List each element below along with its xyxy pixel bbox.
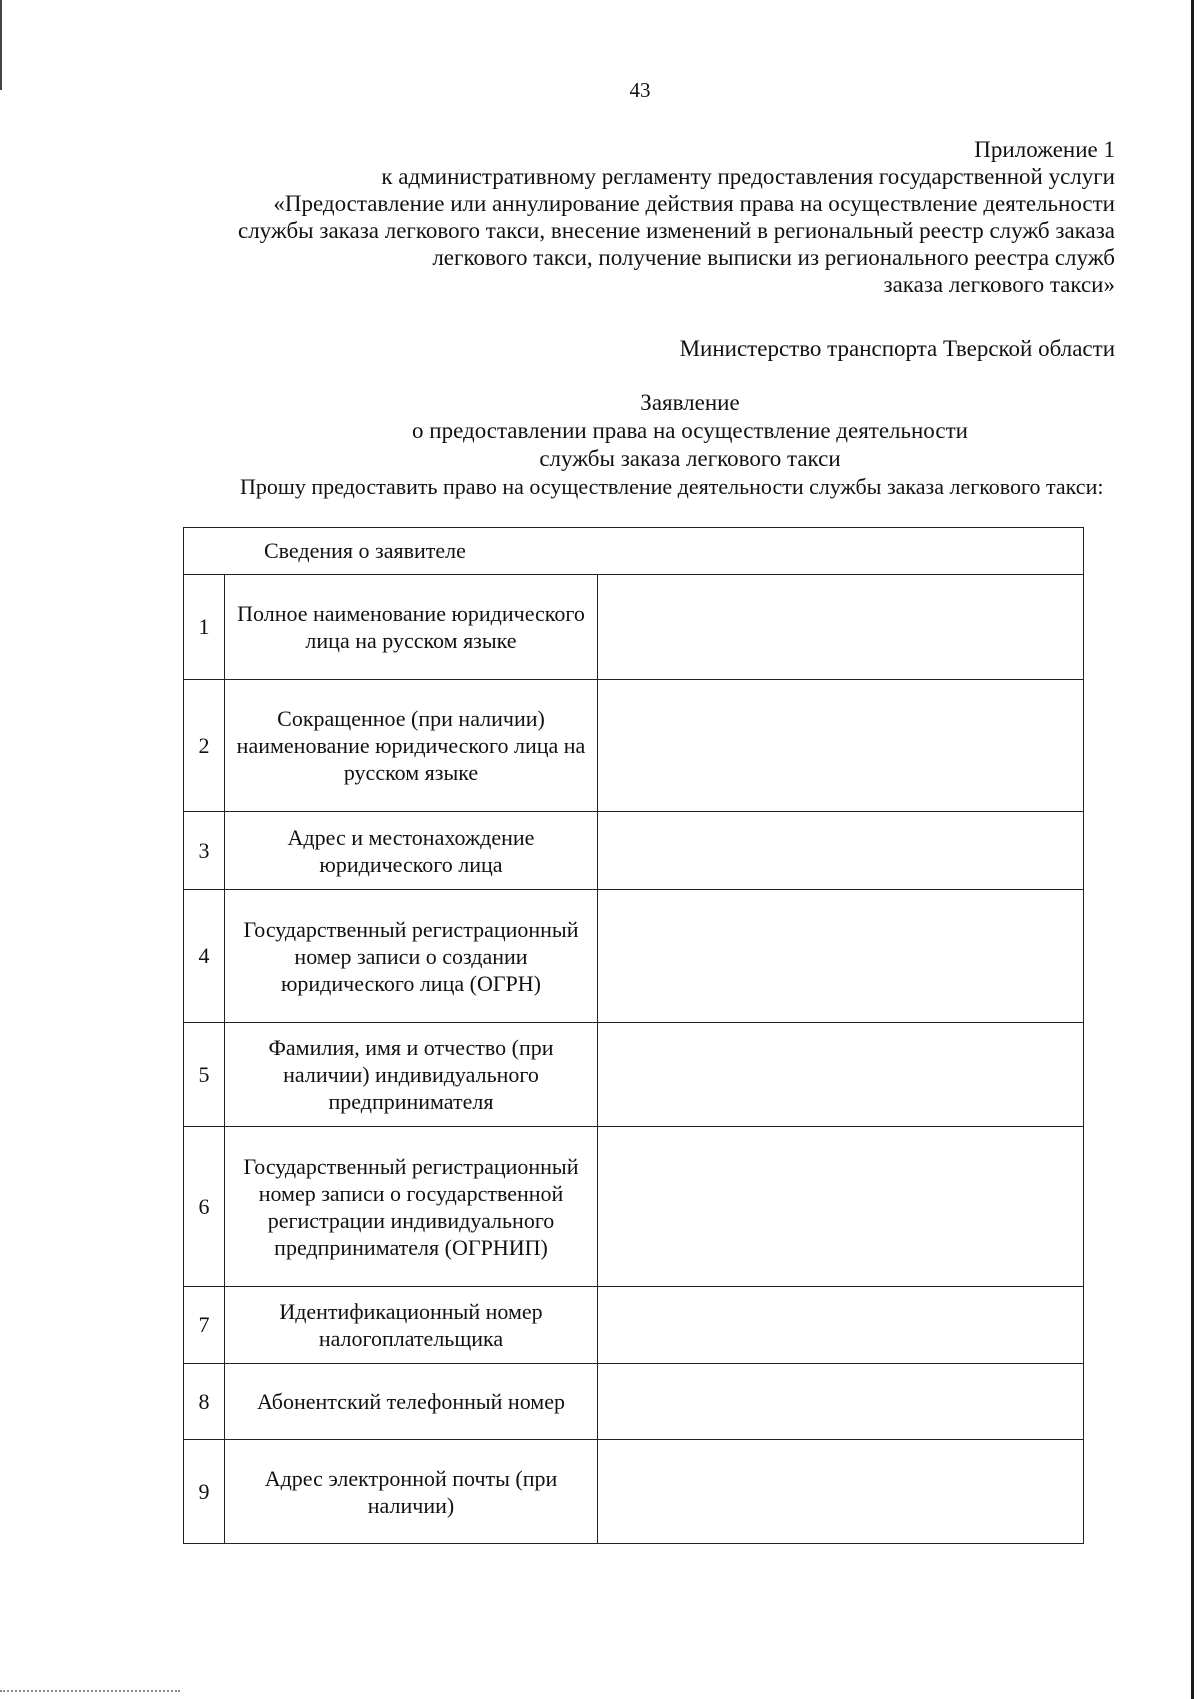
table-header: Сведения о заявителе <box>184 528 1084 575</box>
table-row <box>184 890 1084 1023</box>
row-value-field[interactable] <box>598 890 1084 1023</box>
row-value-field[interactable] <box>598 812 1084 890</box>
row-number: 5 <box>184 1023 225 1127</box>
appendix-line: заказа легкового такси» <box>883 272 1115 297</box>
row-number: 4 <box>184 890 225 1023</box>
table-row <box>184 1364 1084 1440</box>
row-number: 2 <box>184 680 225 812</box>
appendix-note <box>160 136 1115 298</box>
table-row <box>184 680 1084 812</box>
ministry-name: Министерство транспорта Тверской области <box>679 336 1115 361</box>
row-label: Государственный регистрационный номер записи о создании юридического лица (ОГРН) <box>225 890 598 1023</box>
appendix-line: Приложение 1 <box>974 137 1115 162</box>
row-label: Абонентский телефонный номер <box>225 1364 598 1440</box>
title-line: о предоставлении права на осуществление деятельности <box>412 418 968 443</box>
row-label: Адрес и местонахождение юридического лица <box>225 812 598 890</box>
table-row <box>184 1023 1084 1127</box>
table-row <box>184 1287 1084 1364</box>
scan-left-edge <box>0 0 2 90</box>
scan-right-edge <box>1191 0 1194 1699</box>
table-header-row <box>184 528 1084 575</box>
table-row <box>184 575 1084 680</box>
request-text: Прошу предоставить право на осуществление деятельности службы заказа легкового такси: <box>240 474 1104 499</box>
appendix-line: службы заказа легкового такси, внесение изменений в региональный реестр служб заказа <box>238 218 1115 243</box>
table-row <box>184 812 1084 890</box>
row-value-field[interactable] <box>598 1440 1084 1544</box>
row-number: 9 <box>184 1440 225 1544</box>
row-number: 8 <box>184 1364 225 1440</box>
row-number: 1 <box>184 575 225 680</box>
table-row <box>184 1440 1084 1544</box>
document-title <box>300 389 1080 473</box>
row-number: 3 <box>184 812 225 890</box>
row-value-field[interactable] <box>598 1127 1084 1287</box>
row-value-field[interactable] <box>598 680 1084 812</box>
row-label: Идентификационный номер налогоплательщика <box>225 1287 598 1364</box>
appendix-line: к административному регламенту предоставления государственной услуги <box>381 164 1115 189</box>
applicant-info-table <box>183 527 1084 1544</box>
row-label: Фамилия, имя и отчество (при наличии) индивидуального предпринимателя <box>225 1023 598 1127</box>
row-number: 7 <box>184 1287 225 1364</box>
row-label: Полное наименование юридического лица на русском языке <box>225 575 598 680</box>
row-label: Государственный регистрационный номер записи о государственной регистрации индивидуального предпринимателя (ОГРНИП) <box>225 1127 598 1287</box>
row-label: Сокращенное (при наличии) наименование юридического лица на русском языке <box>225 680 598 812</box>
title-line: Заявление <box>640 390 740 415</box>
table-row <box>184 1127 1084 1287</box>
row-label: Адрес электронной почты (при наличии) <box>225 1440 598 1544</box>
scan-bottom-artifact <box>0 1690 180 1694</box>
row-value-field[interactable] <box>598 575 1084 680</box>
page-number: 43 <box>629 78 651 102</box>
appendix-line: легкового такси, получение выписки из регионального реестра служб <box>432 245 1115 270</box>
row-value-field[interactable] <box>598 1023 1084 1127</box>
row-value-field[interactable] <box>598 1364 1084 1440</box>
row-value-field[interactable] <box>598 1287 1084 1364</box>
row-number: 6 <box>184 1127 225 1287</box>
appendix-line: «Предоставление или аннулирование действия права на осуществление деятельности <box>273 191 1115 216</box>
title-line: службы заказа легкового такси <box>539 446 841 471</box>
